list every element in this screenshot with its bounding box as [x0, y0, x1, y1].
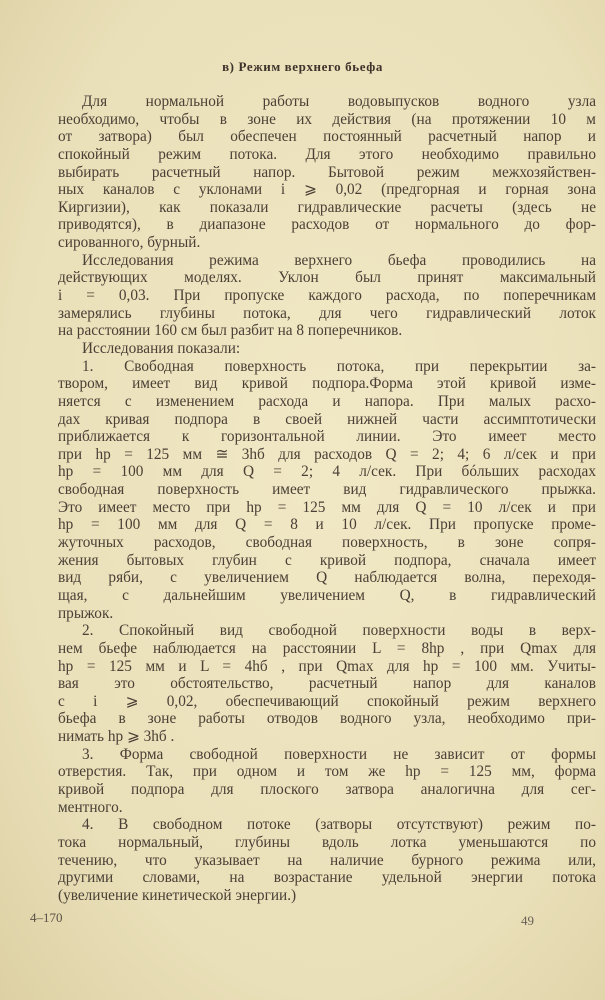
printer-signature: 4–170 — [30, 910, 63, 925]
text-line: вид ряби, с увеличением Q наблюдается волна, переходя- — [58, 569, 596, 587]
text-line: замерялись глубины потока, для чего гидравлический лоток — [58, 304, 596, 322]
text-line: жения бытовых глубин с кривой подпора, сначала имеет — [58, 551, 596, 569]
text-line: hр = 125 мм и L = 4hб , при Qmax для hр = 100 мм. Учиты- — [58, 657, 596, 675]
text-line: тока нормальный, глубины вдоль лотка уменьшаются по — [58, 833, 596, 851]
text-line: нем бьефе наблюдается на расстоянии L = 8hр , при Qmax для — [58, 639, 596, 657]
text-line: 2. Спокойный вид свободной поверхности воды в верх- — [82, 622, 596, 640]
text-line: спокойный режим потока. Для этого необходимо правильно — [58, 145, 596, 163]
text-line: приводятся), в диапазоне расходов от нормального до фор- — [58, 216, 596, 234]
text-line: отверстия. Так, при одном и том же hр = 125 мм, форма — [58, 763, 596, 781]
text-line: Киргизии), как показали гидравлические расчеты (здесь не — [58, 198, 596, 216]
text-line: на расстоянии 160 см был разбит на 8 поперечников. — [58, 322, 403, 340]
text-line: при hр = 125 мм ≅ 3hб для расходов Q = 2; 4; 6 л/сек и при — [58, 445, 596, 463]
text-line: hр = 100 мм для Q = 8 и 10 л/сек. При пропуске проме- — [58, 516, 596, 534]
text-line: (увеличение кинетической энергии.) — [58, 886, 297, 904]
text-line: кривой подпора для плоского затвора аналогична для сег- — [58, 780, 596, 798]
text-line: выбирать расчетный напор. Бытовой режим межхозяйствен- — [58, 163, 596, 181]
text-line: Исследования режима верхнего бьефа проводились на — [82, 251, 596, 269]
text-line: другими словами, на возрастание удельной энергии потока — [58, 869, 596, 887]
text-line: Для нормальной работы водовыпусков водного узла — [82, 93, 596, 110]
text-line: приближается к горизонтальной линии. Это имеет место — [58, 428, 596, 446]
text-line: свободная поверхность имеет вид гидравлического прыжка. — [58, 481, 596, 499]
text-line: бьефа в зоне работы отводов водного узла, необходимо при- — [58, 710, 596, 728]
text-line: прыжок. — [58, 604, 114, 622]
text-line: 4. В свободном потоке (затворы отсутствуют) режим по- — [82, 816, 596, 834]
page-number: 49 — [521, 913, 534, 928]
text-line: необходимо, чтобы в зоне их действия (на протяжении 10 м — [58, 110, 596, 128]
text-line: твором, имеет вид кривой подпора.Форма этой кривой изме- — [58, 375, 596, 393]
text-line: 3. Форма свободной поверхности не зависит от формы — [82, 745, 596, 763]
text-line: жуточных расходов, свободная поверхность, в зоне сопря- — [58, 534, 596, 552]
text-line: Это имеет место при hр = 125 мм для Q = 10 л/сек и при — [58, 498, 596, 516]
text-line: няется с изменением расхода и напора. При малых расхо- — [58, 392, 596, 410]
body-text — [58, 93, 596, 904]
text-line: действующих моделях. Уклон был принят максимальный — [58, 269, 596, 287]
text-line: с i ⩾ 0,02, обеспечивающий спокойный режим верхнего — [58, 692, 596, 710]
text-line: нимать hр ⩾ 3hб . — [58, 728, 175, 746]
text-line: от затвора) был обеспечен постоянный расчетный напор и — [58, 128, 596, 146]
text-line: ментного. — [58, 798, 123, 816]
text-line: i = 0,03. При пропуске каждого расхода, по поперечникам — [58, 287, 596, 305]
text-line: дах кривая подпора в своей нижней части ассимптотически — [58, 410, 596, 428]
text-line: ных каналов с уклонами i ⩾ 0,02 (предгорная и горная зона — [58, 181, 596, 199]
text-line: hр = 100 мм для Q = 2; 4 л/сек. При бóльших расходах — [58, 463, 596, 481]
text-line: Исследования показали: — [82, 339, 241, 357]
text-line: 1. Свободная поверхность потока, при перекрытии за- — [82, 357, 596, 375]
section-heading: в) Режим верхнего бьефа — [222, 59, 383, 74]
text-line: сированного, бурный. — [58, 234, 201, 252]
text-line: щая, с дальнейшим увеличением Q, в гидравлический — [58, 586, 596, 604]
text-line: течению, что указывает на наличие бурного режима или, — [58, 851, 596, 869]
text-line: вая это обстоятельство, расчетный напор для каналов — [58, 675, 596, 693]
